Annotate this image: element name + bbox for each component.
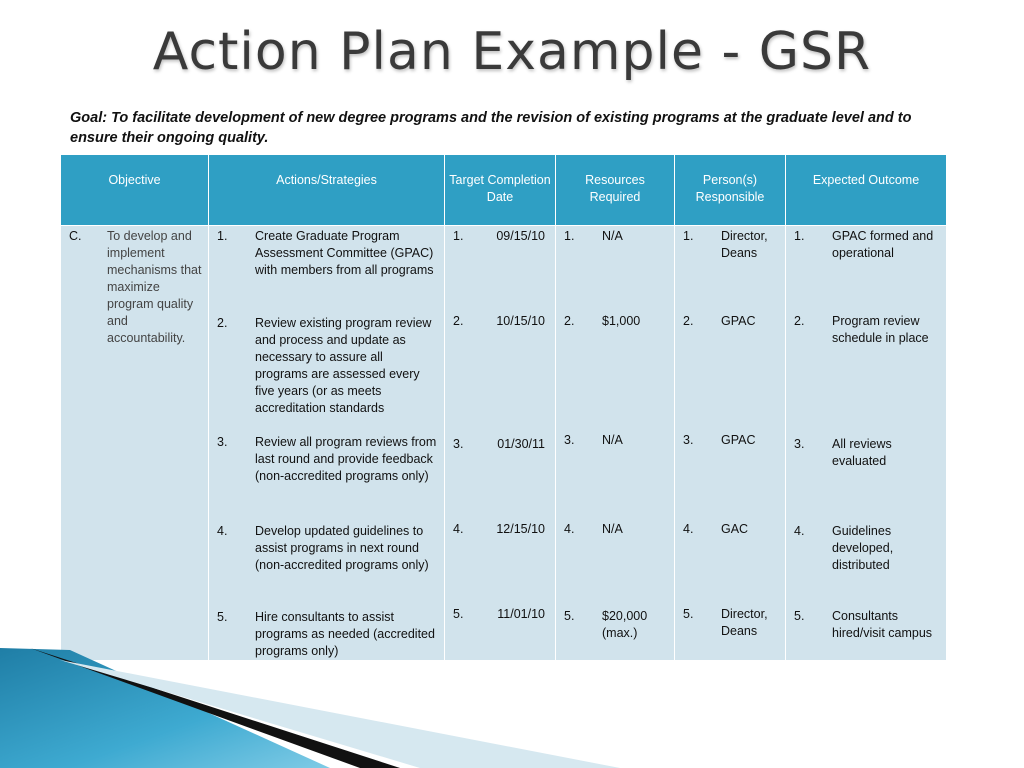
- objective-label: C.: [69, 229, 82, 243]
- table-row: [61, 226, 947, 661]
- person-text: GPAC: [721, 314, 756, 328]
- person-number: 4.: [683, 522, 694, 536]
- resource-number: 4.: [564, 522, 575, 536]
- actions-cell: [209, 226, 445, 661]
- resource-text: N/A: [602, 522, 623, 536]
- action-number: 1.: [217, 229, 228, 243]
- outcome-text: Guidelines developed, distributed: [832, 524, 894, 572]
- date-text: 11/01/10: [497, 607, 545, 621]
- action-number: 5.: [217, 610, 228, 624]
- action-number: 3.: [217, 435, 228, 449]
- date-number: 5.: [453, 607, 464, 621]
- date-text: 12/15/10: [496, 522, 545, 536]
- date-text: 10/15/10: [496, 314, 545, 328]
- action-text: Develop updated guidelines to assist programs in next round (non-accredited programs only): [255, 524, 429, 572]
- header-resources: Resources Required: [556, 155, 675, 226]
- action-number: 2.: [217, 316, 228, 330]
- action-plan-table: [60, 154, 947, 661]
- header-outcome: Expected Outcome: [786, 155, 947, 226]
- dates-cell: [445, 226, 556, 661]
- person-number: 1.: [683, 229, 694, 243]
- outcome-number: 5.: [794, 609, 805, 623]
- outcome-number: 3.: [794, 437, 805, 451]
- date-number: 4.: [453, 522, 464, 536]
- outcome-text: All reviews evaluated: [832, 437, 892, 468]
- date-number: 1.: [453, 229, 464, 243]
- outcomes-cell: [786, 226, 947, 661]
- person-number: 5.: [683, 607, 694, 621]
- goal-statement: Goal: To facilitate development of new degree programs and the revision of existing programs at the graduate level and to ensure their ongoing quality.: [70, 110, 912, 146]
- outcome-text: GPAC formed and operational: [832, 229, 934, 260]
- objective-cell: [61, 226, 209, 661]
- resource-text: $20,000 (max.): [602, 609, 648, 640]
- date-number: 3.: [453, 437, 464, 451]
- outcome-text: Consultants hired/visit campus: [832, 609, 933, 640]
- outcome-text: Program review schedule in place: [832, 314, 929, 345]
- header-actions: Actions/Strategies: [209, 155, 445, 226]
- corner-swoosh-decoration: [0, 640, 620, 768]
- objective-text: To develop and implement mechanisms that maximize program quality and accountability.: [107, 229, 202, 345]
- action-text: Review all program reviews from last round and provide feedback (non-accredited programs only): [255, 435, 437, 483]
- action-text: Create Graduate Program Assessment Committee (GPAC) with members from all programs: [255, 229, 434, 277]
- person-text: GAC: [721, 522, 749, 536]
- header-persons: Person(s) Responsible: [675, 155, 786, 226]
- resource-text: $1,000: [602, 314, 641, 328]
- resource-number: 1.: [564, 229, 575, 243]
- person-number: 2.: [683, 314, 694, 328]
- action-text: Review existing program review and process and update as necessary to assure all programs are assessed every five years (or as meets accreditation standards: [255, 316, 432, 415]
- header-target-date: Target Completion Date: [445, 155, 556, 226]
- person-text: GPAC: [721, 433, 756, 447]
- date-text: 01/30/11: [497, 437, 545, 451]
- action-number: 4.: [217, 524, 228, 538]
- table-header-row: [61, 155, 947, 226]
- header-objective: Objective: [61, 155, 209, 226]
- resource-text: N/A: [602, 229, 623, 243]
- date-number: 2.: [453, 314, 464, 328]
- outcome-number: 1.: [794, 229, 805, 243]
- persons-cell: [675, 226, 786, 661]
- resources-cell: [556, 226, 675, 661]
- person-text: Director, Deans: [721, 229, 768, 260]
- person-text: Director, Deans: [721, 607, 768, 638]
- resource-text: N/A: [602, 433, 623, 447]
- resource-number: 3.: [564, 433, 575, 447]
- outcome-number: 2.: [794, 314, 805, 328]
- resource-number: 2.: [564, 314, 575, 328]
- person-number: 3.: [683, 433, 694, 447]
- resource-number: 5.: [564, 609, 575, 623]
- date-text: 09/15/10: [496, 229, 545, 243]
- outcome-number: 4.: [794, 524, 805, 538]
- slide-title: Action Plan Example - GSR: [152, 22, 872, 82]
- action-text: Hire consultants to assist programs as needed (accredited programs only): [255, 610, 435, 658]
